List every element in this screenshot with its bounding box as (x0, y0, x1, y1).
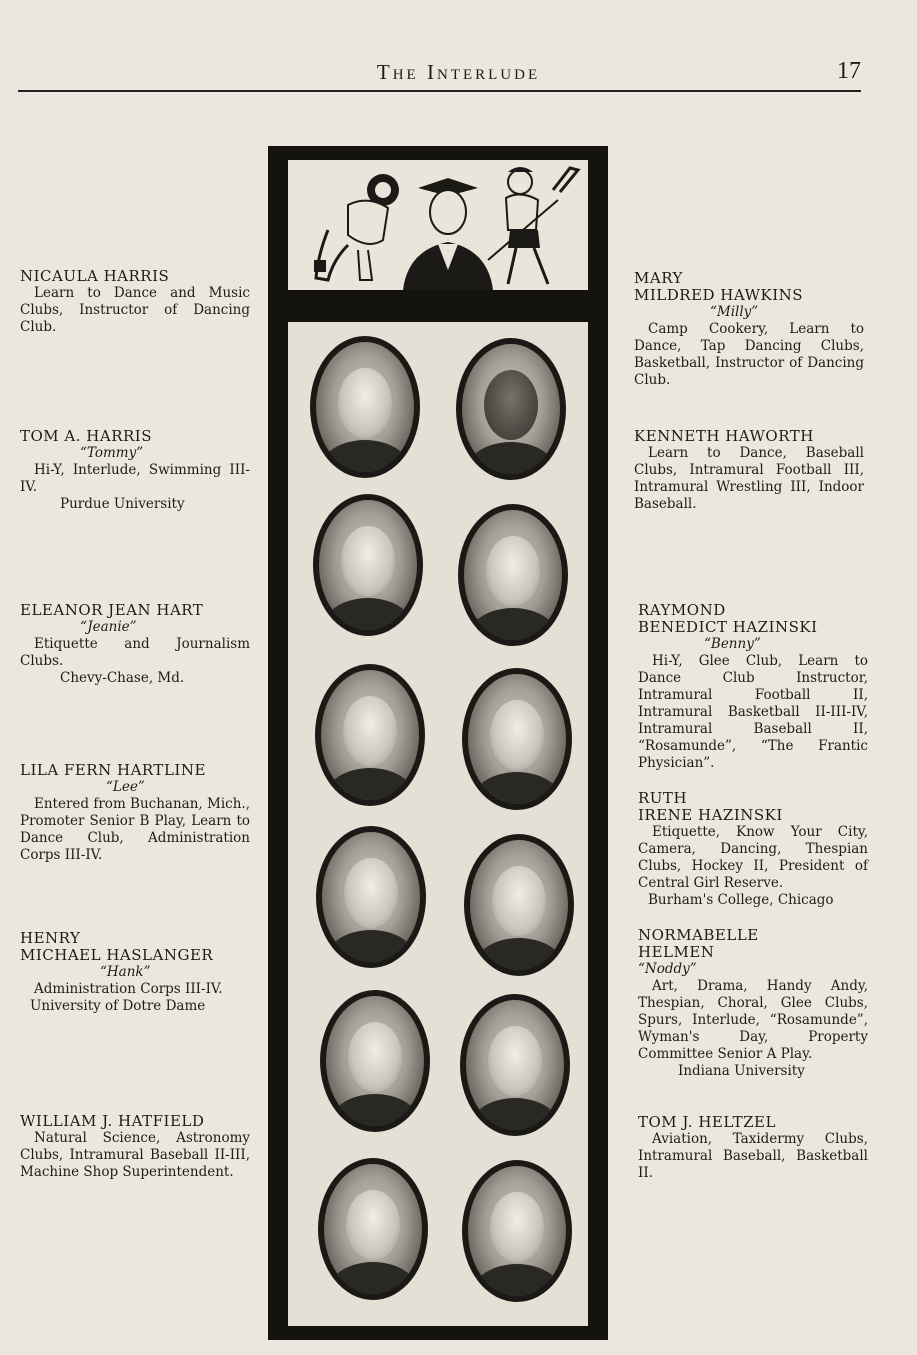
senior-entry-ruth-irene-hazinski (638, 790, 868, 909)
senior-school: Chevy-Chase, Md. (60, 670, 185, 686)
portrait-photo (460, 994, 570, 1136)
senior-activities: Administration Corps III-IV. (34, 981, 223, 997)
senior-name: NORMABELLE HELMEN (638, 926, 759, 961)
portrait-photo (310, 336, 420, 478)
senior-entry-raymond-benedict-hazinski (638, 602, 868, 772)
senior-school: Burham's College, Chicago (648, 892, 834, 908)
senior-activities: Learn to Dance, Baseball Clubs, Intramural Football III, Intramural Wrestling III, Indoor Baseball. (634, 445, 864, 512)
senior-nickname: “Jeanie” (80, 619, 137, 635)
senior-activities: Art, Drama, Handy Andy, Thespian, Choral, Glee Clubs, Spurs, Interlude, “Rosamunde”, Wyman's Day, Property Committee Senior A Play. (638, 978, 868, 1062)
senior-nickname: “Hank” (100, 964, 151, 980)
senior-entry-tom-a-harris (20, 428, 250, 513)
senior-entry-mary-mildred-hawkins (634, 270, 864, 389)
senior-activities: Learn to Dance and Music Clubs, Instructor of Dancing Club. (20, 285, 250, 335)
portrait-photo (462, 1160, 572, 1302)
senior-school: University of Dotre Dame (30, 998, 206, 1014)
senior-entry-normabelle-helmen (638, 927, 868, 1080)
portrait-photo (462, 668, 572, 810)
portrait-photo (316, 826, 426, 968)
portrait-panel (268, 146, 608, 1340)
senior-entry-eleanor-jean-hart (20, 602, 250, 687)
portrait-photo (464, 834, 574, 976)
portrait-photo (320, 990, 430, 1132)
senior-name: RAYMOND BENEDICT HAZINSKI (638, 601, 818, 636)
senior-entry-nicaula-harris (20, 268, 250, 336)
senior-nickname: “Benny” (704, 636, 761, 652)
portrait-photo (458, 504, 568, 646)
senior-activities: Aviation, Taxidermy Clubs, Intramural Baseball, Basketball II. (638, 1131, 868, 1181)
senior-name: ELEANOR JEAN HART (20, 601, 204, 619)
senior-activities: Entered from Buchanan, Mich., Promoter Senior B Play, Learn to Dance Club, Administration Corps III-IV. (20, 796, 250, 863)
senior-school: Purdue University (60, 496, 185, 512)
page-number: 17 (837, 58, 861, 84)
senior-name: RUTH IRENE HAZINSKI (638, 789, 783, 824)
portrait-photo (456, 338, 566, 480)
portrait-photo (313, 494, 423, 636)
senior-name: NICAULA HARRIS (20, 267, 170, 285)
header-rule (18, 90, 861, 92)
senior-name: HENRY MICHAEL HASLANGER (20, 929, 214, 964)
senior-activities: Natural Science, Astronomy Clubs, Intramural Baseball II-III, Machine Shop Superintendent. (20, 1130, 250, 1180)
senior-activities: Hi-Y, Glee Club, Learn to Dance Club Instructor, Intramural Football II, Intramural Basketball II-III-IV, Intramural Baseball II, “Rosamunde”, “The Frantic Physician”. (638, 653, 868, 771)
senior-name: WILLIAM J. HATFIELD (20, 1112, 205, 1130)
banner-illustration (288, 160, 588, 290)
senior-name: KENNETH HAWORTH (634, 427, 814, 445)
senior-entry-henry-michael-haslanger (20, 930, 250, 1015)
senior-entry-tom-j-heltzel (638, 1114, 868, 1182)
senior-nickname: “Noddy” (638, 961, 697, 977)
senior-name: TOM J. HELTZEL (638, 1113, 776, 1131)
senior-entry-william-j-hatfield (20, 1113, 250, 1181)
senior-school: Indiana University (678, 1063, 805, 1079)
senior-activities: Etiquette and Journalism Clubs. (20, 636, 250, 669)
portrait-photo (318, 1158, 428, 1300)
senior-activities: Hi-Y, Interlude, Swimming III-IV. (20, 462, 250, 495)
portrait-grid (288, 322, 588, 1326)
senior-nickname: “Lee” (106, 779, 145, 795)
senior-nickname: “Milly” (710, 304, 759, 320)
senior-nickname: “Tommy” (80, 445, 144, 461)
page-title: The Interlude (376, 60, 541, 84)
senior-name: LILA FERN HARTLINE (20, 761, 206, 779)
portrait-photo (315, 664, 425, 806)
senior-activities: Camp Cookery, Learn to Dance, Tap Dancing Clubs, Basketball, Instructor of Dancing Club. (634, 321, 864, 388)
senior-entry-kenneth-haworth (634, 428, 864, 513)
banner-drawing (288, 160, 588, 290)
senior-name: MARY MILDRED HAWKINS (634, 269, 804, 304)
senior-activities: Etiquette, Know Your City, Camera, Dancing, Thespian Clubs, Hockey II, President of Central Girl Reserve. (638, 824, 868, 891)
senior-name: TOM A. HARRIS (20, 427, 153, 445)
senior-entry-lila-fern-hartline (20, 762, 250, 864)
